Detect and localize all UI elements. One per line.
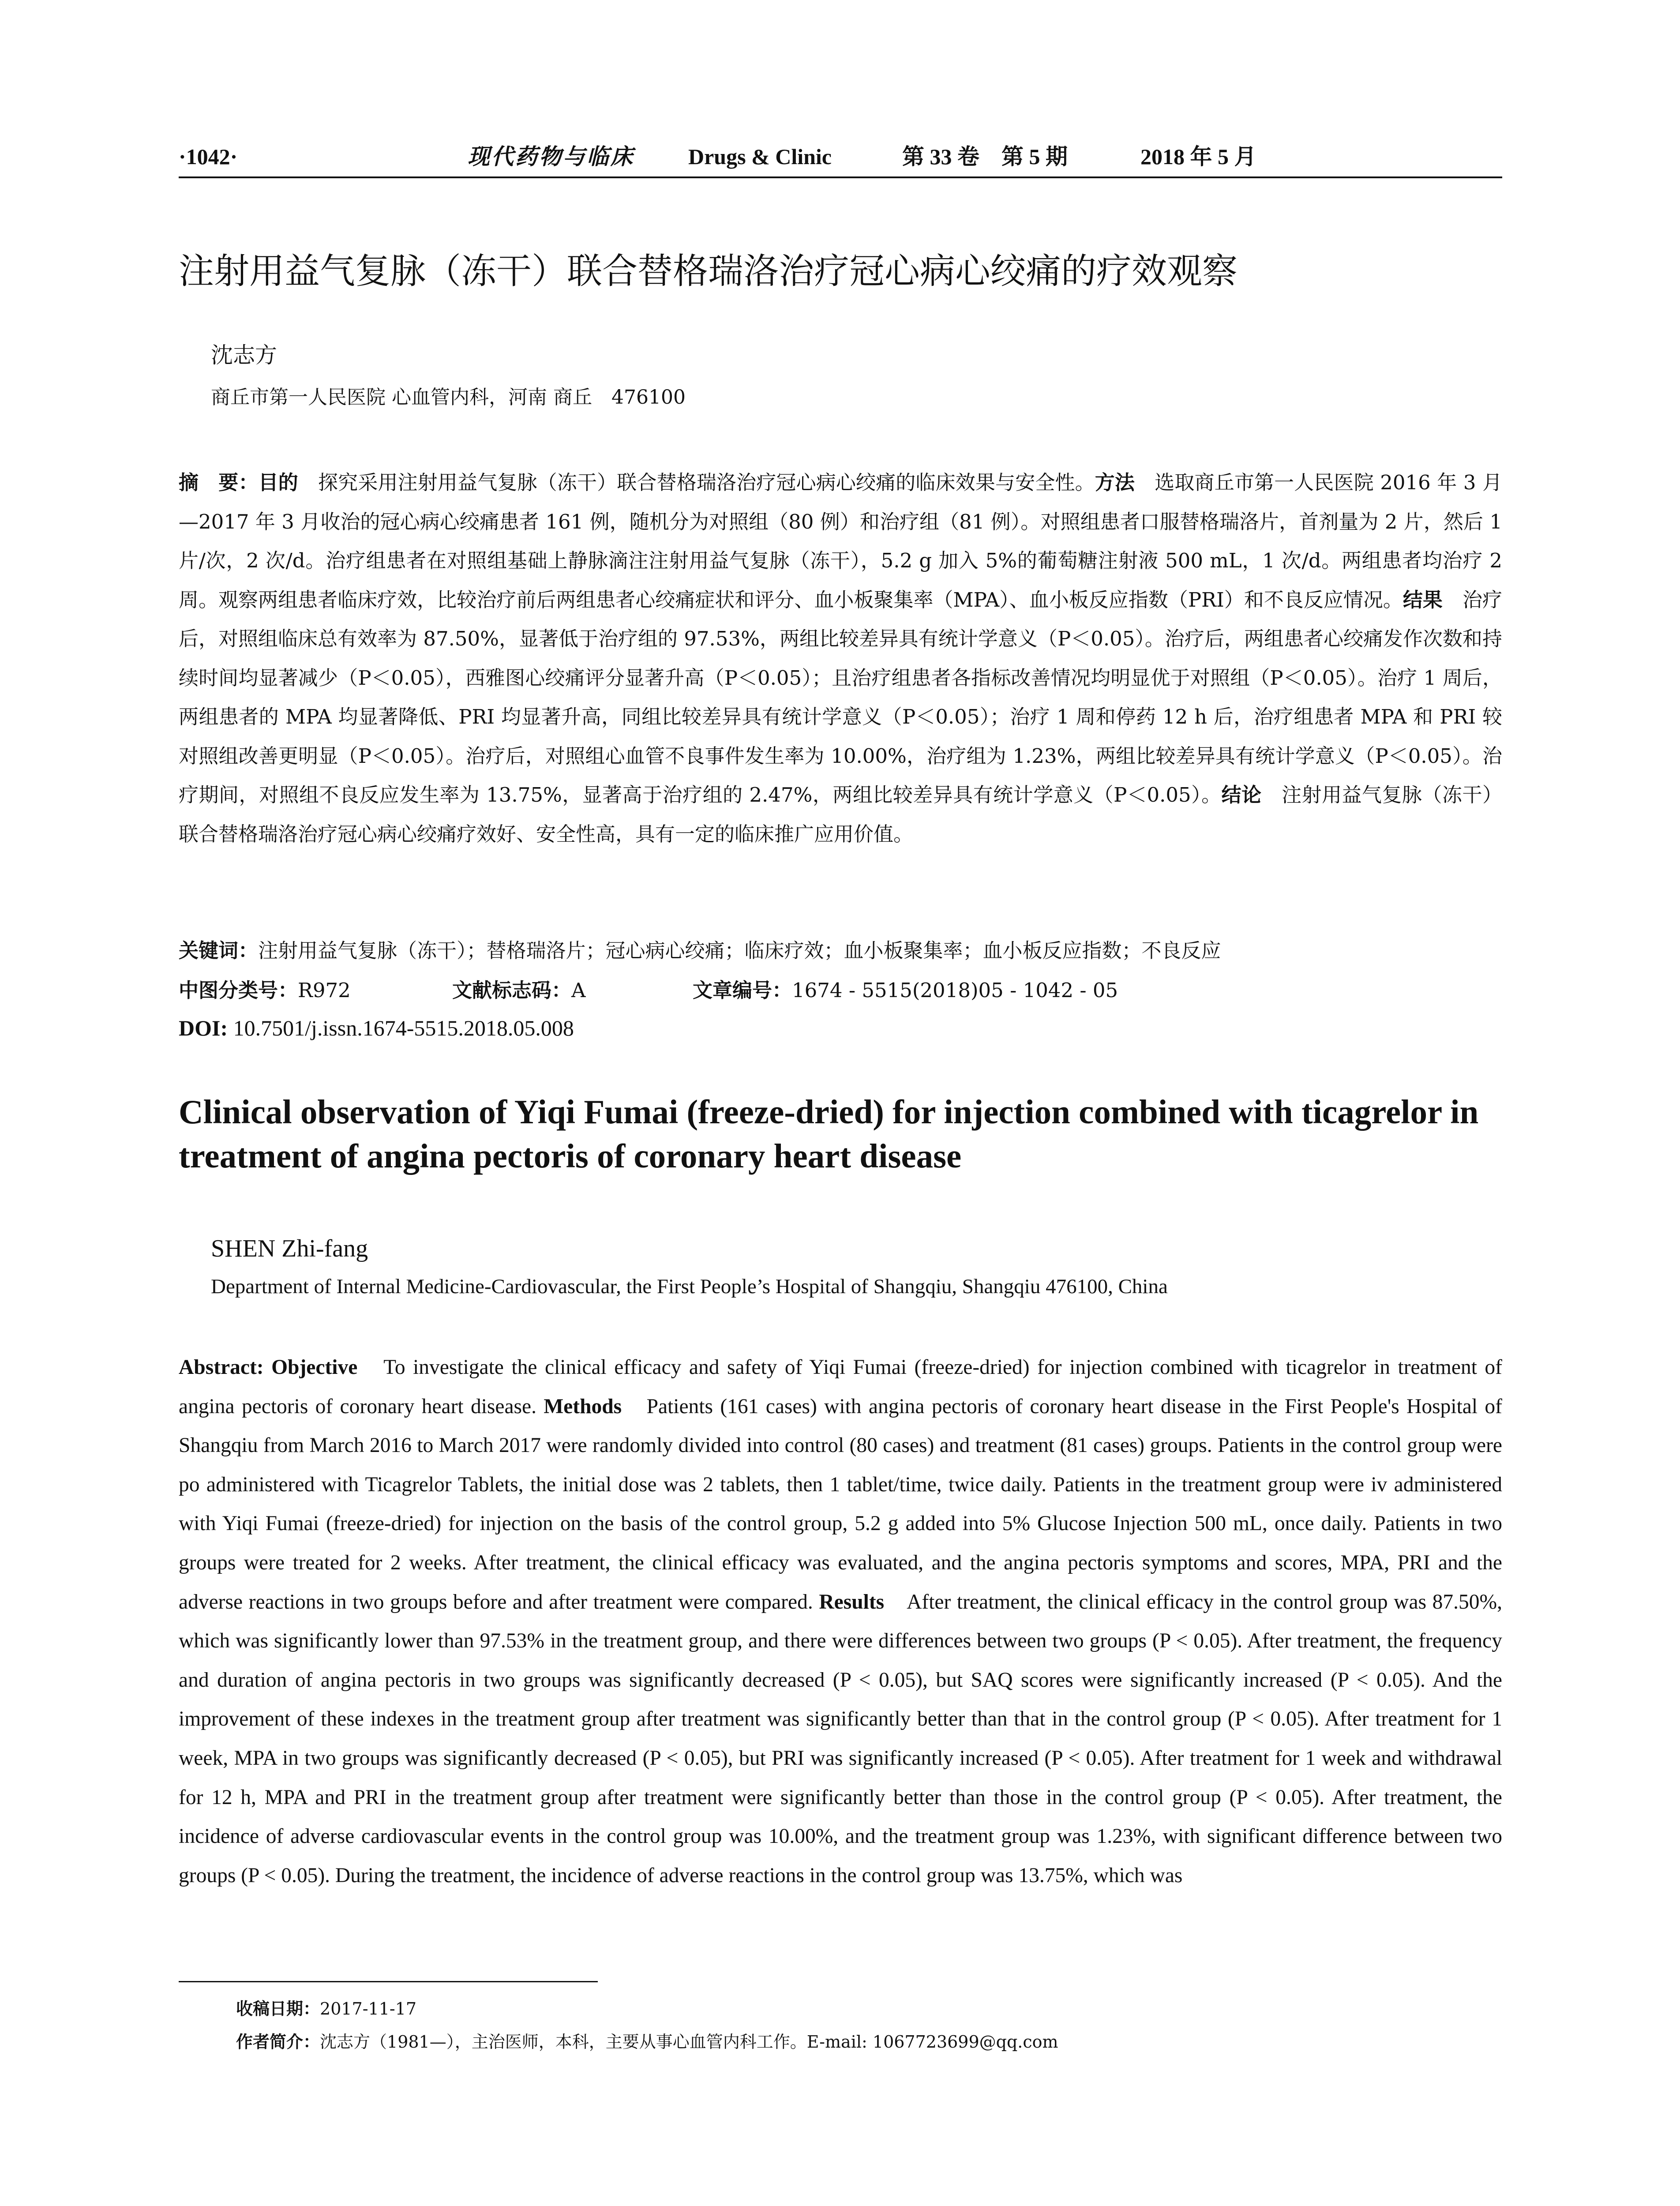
clc-label: 中图分类号： [179, 979, 298, 1002]
abstract-en [179, 1348, 1502, 1895]
article-no-label: 文章编号： [693, 979, 792, 1002]
keywords-cn [179, 935, 1502, 966]
received-value: 2017-11-17 [320, 1999, 417, 2018]
journal-name-cn: 现代药物与临床 [468, 144, 634, 169]
results-label-en: Results [819, 1590, 885, 1613]
affiliation-en: Department of Internal Medicine-Cardiovascular, the First People’s Hospital of Shangqiu, Shangqiu 476100, China [211, 1275, 1168, 1298]
received-label: 收稿日期： [236, 1999, 320, 2018]
author-cn: 沈志方 [211, 342, 277, 368]
bio-value: 沈志方（1981—），主治医师，本科，主要从事心血管内科工作。E-mail: 1067723699@qq.com [320, 2032, 1058, 2052]
results-label-cn: 结果 [1402, 588, 1443, 612]
objective-text-cn: 探究采用注射用益气复脉（冻干）联合替格瑞洛治疗冠心病心绞痛的临床效果与安全性。 [298, 471, 1095, 494]
keywords-label: 关键词： [179, 939, 259, 962]
keywords-text: 注射用益气复脉（冻干）；替格瑞洛片；冠心病心绞痛；临床疗效；血小板聚集率；血小板反应指数；不良反应 [258, 939, 1221, 962]
header-rule [179, 176, 1502, 178]
clc-value: R972 [298, 979, 351, 1002]
abstract-label-cn: 摘 要： [179, 471, 259, 494]
affiliation-cn: 商丘市第一人民医院 心血管内科，河南 商丘 476100 [211, 386, 686, 409]
doi-line [179, 1013, 1502, 1043]
results-text-cn: 治疗后，对照组临床总有效率为 87.50%，显著低于治疗组的 97.53%，两组比较差异具有统计学意义（P＜0.05）。治疗后，两组患者心绞痛发作次数和持续时间均显著减少（P＜0.05），西雅图心绞痛评分显著升高（P＜0.05）；且治疗组患者各指标改善情况均明显优于对照组（P＜0.05）。治疗 1 周后，两组患者的 MPA 均显著降低、PRI 均显著升高，同组比较差异具有统计学意义（P＜0.05）；治疗 1 周和停药 12 h 后，治疗组患者 MPA 和 PRI 较对照组改善更明显（P＜0.05）。治疗后，对照组心血管不良事件发生率为 10.00%，治疗组为 1.23%，两组比较差异具有统计学意义（P＜0.05）。治疗期间，对照组不良反应发生率为 13.75%，显著高于治疗组的 2.47%，两组比较差异具有统计学意义（P＜0.05）。 [179, 588, 1502, 807]
methods-label-cn: 方法 [1095, 471, 1135, 494]
doc-code-value: A [571, 979, 586, 1002]
bio-label: 作者简介： [236, 2032, 320, 2052]
author-en: SHEN Zhi-fang [211, 1235, 368, 1262]
article-title-cn: 注射用益气复脉（冻干）联合替格瑞洛治疗冠心病心绞痛的疗效观察 [179, 251, 1238, 292]
doc-code-label: 文献标志码： [452, 979, 572, 1002]
article-title-en: Clinical observation of Yiqi Fumai (freeze-dried) for injection combined with ticagrelor in treatment of angina pectoris of coronary heart disease [179, 1093, 1479, 1175]
volume-issue: 第 33 卷 第 5 期 [902, 144, 1068, 169]
journal-name-en: Drugs & Clinic [688, 144, 832, 169]
received-date-note [236, 1996, 416, 2021]
running-header [179, 141, 1502, 172]
methods-text-cn: 选取商丘市第一人民医院 2016 年 3 月—2017 年 3 月收治的冠心病心绞痛患者 161 例，随机分为对照组（80 例）和治疗组（81 例）。对照组患者口服替格瑞洛片，首剂量为 2 片，然后 1 片/次，2 次/d。治疗组患者在对照组基础上静脉滴注注射用益气复脉（冻干），5.2 g 加入 5%的葡萄糖注射液 500 mL，1 次/d。两组患者均治疗 2 周。观察两组患者临床疗效，比较治疗前后两组患者心绞痛症状和评分、血小板聚集率（MPA）、血小板反应指数（PRI）和不良反应情况。 [179, 471, 1502, 612]
results-text-en: After treatment, the clinical efficacy in the control group was 87.50%, which was significantly lower than 97.53% in the treatment group, and there were differences between two groups (P < 0.05). After treatment, the frequency and duration of angina pectoris in two groups was significantly decreased (P < 0.05), but SAQ scores were significantly increased (P < 0.05). And the improvement of these indexes in the treatment group after treatment was significantly better than that in the control group (P < 0.05). After treatment for 1 week, MPA in two groups was significantly decreased (P < 0.05), but PRI was significantly increased (P < 0.05). After treatment for 1 week and withdrawal for 12 h, MPA and PRI in the treatment group after treatment were significantly better than those in the control group (P < 0.05). After treatment, the incidence of adverse cardiovascular events in the control group was 10.00%, and the treatment group was 1.23%, with significant difference between two groups (P < 0.05). During the treatment, the incidence of adverse reactions in the control group was 13.75%, which was [179, 1590, 1502, 1887]
doi-value: 10.7501/j.issn.1674-5515.2018.05.008 [228, 1016, 574, 1040]
objective-label-cn: 目的 [258, 471, 298, 494]
issue-date: 2018 年 5 月 [1140, 144, 1256, 169]
doi-label: DOI: [179, 1016, 228, 1040]
conclusion-text-cn: 注射用益气复脉（冻干）联合替格瑞洛治疗冠心病心绞痛疗效好、安全性高，具有一定的临床推广应用价值。 [179, 783, 1502, 846]
conclusion-label-cn: 结论 [1221, 783, 1262, 807]
author-bio-note [236, 2030, 1058, 2054]
methods-text-en: Patients (161 cases) with angina pectoris of coronary heart disease in the First People's Hospital of Shangqiu from March 2016 to March 2017 were randomly divided into control (80 cases) and treatment (81 cases) groups. Patients in the control group were po administered with Ticagrelor Tablets, the initial dose was 2 tablets, then 1 tablet/time, twice daily. Patients in the treatment group were iv administered with Yiqi Fumai (freeze-dried) for injection on the basis of the control group, 5.2 g added into 5% Glucose Injection 500 mL, once daily. Patients in two groups were treated for 2 weeks. After treatment, the clinical efficacy was evaluated, and the angina pectoris symptoms and scores, MPA, PRI and the adverse reactions in two groups before and after treatment were compared. [179, 1395, 1502, 1613]
footnote-rule [179, 1981, 598, 1982]
article-no-value: 1674 - 5515(2018)05 - 1042 - 05 [792, 979, 1118, 1002]
objective-text-en: To investigate the clinical efficacy and safety of Yiqi Fumai (freeze-dried) for injection combined with ticagrelor in treatment of angina pectoris of coronary heart disease. [179, 1356, 1502, 1418]
methods-label-en: Methods [544, 1395, 622, 1418]
abstract-objective-label-en: Abstract: Objective [179, 1356, 358, 1379]
page-number: ·1042· [179, 144, 238, 169]
abstract-cn [179, 463, 1502, 854]
